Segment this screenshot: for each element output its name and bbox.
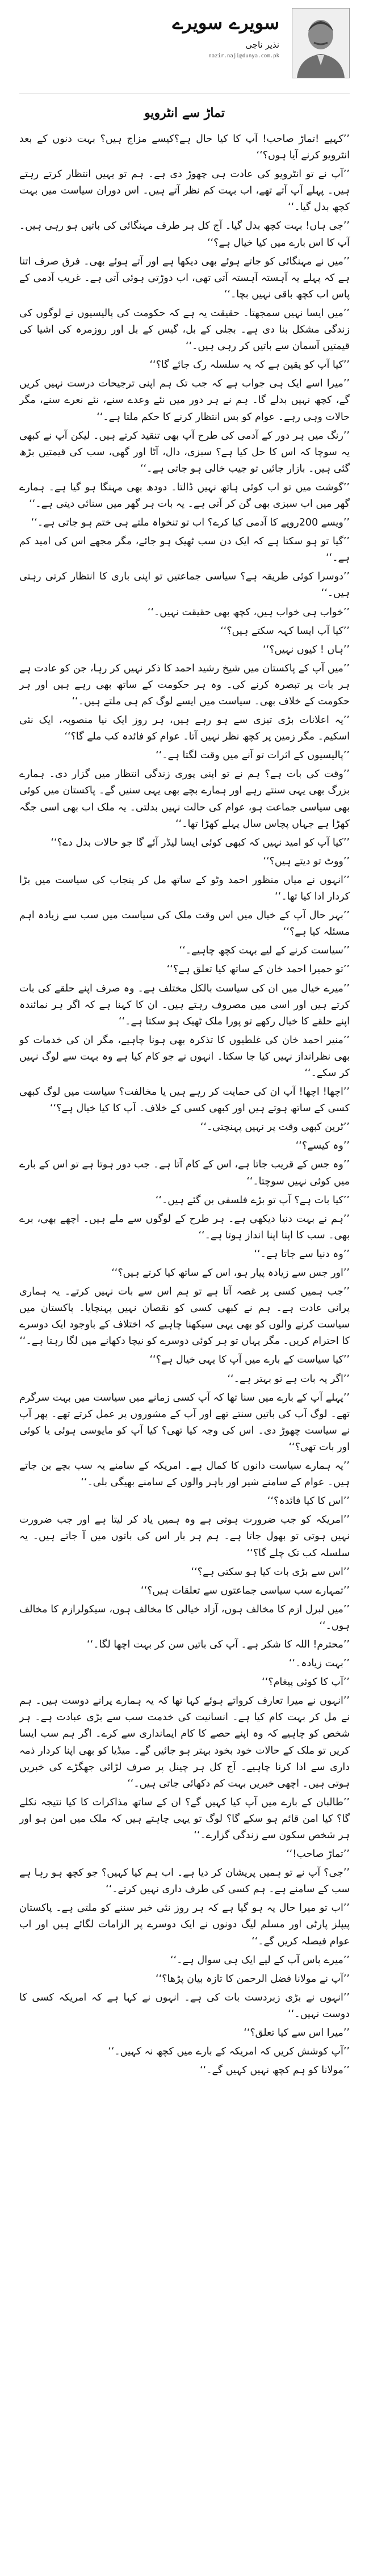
article-paragraph: ’’خواب ہی خواب ہیں، کچھ بھی حقیقت نہیں۔‘‘ xyxy=(147,606,350,618)
article-paragraph: ’’تو حمیرا احمد خان کے ساتھ کیا تعلق ہے؟‘‘ xyxy=(166,964,350,976)
column-masthead xyxy=(19,8,350,94)
column-title: سویرے سویرے xyxy=(172,12,279,33)
author-name: نذیر ناجی xyxy=(245,40,279,50)
column-title-block xyxy=(173,11,279,59)
article-paragraph: ’’رنگ میں ہر دور کے آدمی کی طرح آپ بھی تنقید کرتے ہیں۔ لیکن آپ نے کبھی یہ سوچا کہ اس کا حل کیا ہے؟ سبزی، دال، آٹا اور گھی، سب کی قیمتیں بڑھ گئی ہیں۔ بازار جائیں تو جیب خالی ہو جاتی ہے۔‘‘ xyxy=(19,430,350,474)
article-paragraph: ’’میرا اسے ایک ہی جواب ہے کہ جب تک ہم اپنی ترجیحات درست نہیں کریں گے، کچھ نہیں بدلے گا۔ ہم نے ہر دور میں نئے وعدے سنے، نئے نعرے سنے، مگر حالات وہی رہے۔ عوام کو بس انتظار کرنے کا حکم ملتا ہے۔‘‘ xyxy=(19,378,350,423)
article-paragraph: ’’کیا بات ہے؟ آپ تو بڑے فلسفی بن گئے ہیں۔‘‘ xyxy=(155,1194,350,1206)
article-paragraph: ’’اور جس سے زیادہ پیار ہو، اس کے ساتھ کیا کرتے ہیں؟‘‘ xyxy=(111,1267,350,1279)
article-paragraph: ’’گیا تو ہو سکتا ہے کہ ایک دن سب ٹھیک ہو جائے، مگر مجھے اس کی امید کم ہے۔‘‘ xyxy=(19,536,350,564)
article-paragraph: ’’میرے پاس آپ کے لیے ایک ہی سوال ہے۔‘‘ xyxy=(170,1954,350,1966)
article-paragraph: ’’اس کا کیا فائدہ؟‘‘ xyxy=(267,1495,350,1507)
article-paragraph: ’’یہ اعلانات بڑی تیزی سے ہو رہے ہیں، ہر روز ایک نیا منصوبہ، ایک نئی اسکیم۔ مگر زمین پر کچھ نظر نہیں آتا۔ عوام کو فائدہ کب ملے گا؟‘‘ xyxy=(19,715,350,743)
article-paragraph: ’’وقت کی بات ہے؟ ہم نے تو اپنی پوری زندگی انتظار میں گزار دی۔ ہمارے بزرگ بھی یہی سنتے رہے اور ہمارے بچے بھی یہی سنیں گے۔ پاکستان میں کوئی بھی سیاسی جماعت ہو، عوام کی حالت نہیں بدلتی۔ یہ ملک اب بھی اسی جگہ کھڑا ہے جہاں پچاس سال پہلے کھڑا تھا۔‘‘ xyxy=(19,768,350,830)
article-paragraph: ’’تمہارے سب سیاسی جماعتوں سے تعلقات ہیں؟‘‘ xyxy=(141,1585,350,1596)
article-paragraph: ’’تماڑ صاحب!‘‘ xyxy=(286,1848,350,1860)
article-paragraph: ’’کہیے !تماڑ صاحب! آپ کا کیا حال ہے؟کیسے مزاج ہیں؟ بہت دنوں کے بعد انٹرویو کرنے آیا ہوں؟‘‘ xyxy=(19,133,350,162)
article-paragraph: ’’مولانا کو ہم کچھ نہیں کہیں گے۔‘‘ xyxy=(200,2065,350,2077)
article-paragraph: ’’ٹرین کبھی وقت پر نہیں پہنچتی۔‘‘ xyxy=(200,1121,350,1133)
article-paragraph: ’’گوشت میں تو اب کوئی ہاتھ نہیں ڈالتا۔ دودھ بھی مہنگا ہو گیا ہے۔ ہمارے گھر میں اب سبزی بھی گن کر آتی ہے۔ یہ بات ہر گھر میں سنائی دیتی ہے۔‘‘ xyxy=(19,481,350,510)
article-paragraph: ’’انہوں نے میاں منظور احمد وٹو کے ساتھ مل کر پنجاب کی سیاست میں بڑا کردار ادا کیا تھا۔‘‘ xyxy=(19,874,350,903)
article-body xyxy=(19,131,350,2079)
article-paragraph: ’’سیاست کرنے کے لیے بہت کچھ چاہیے۔‘‘ xyxy=(179,945,350,957)
author-email[interactable]: nazir.naji@dunya.com.pk xyxy=(208,53,279,59)
article-paragraph: ’’ویسے 200روپے کا آدمی کیا کرے؟ اب تو تنخواہ ملتے ہی ختم ہو جاتی ہے۔‘‘ xyxy=(31,517,350,529)
article-paragraph: ’’کیا آپ ایسا کہہ سکتے ہیں؟‘‘ xyxy=(220,625,350,637)
article-paragraph: ’’کیا آپ کو امید نہیں کہ کبھی کوئی ایسا لیڈر آئے گا جو حالات بدل دے؟‘‘ xyxy=(51,837,350,848)
portrait-icon xyxy=(292,9,349,78)
article-paragraph: ’’میرا اس سے کیا تعلق؟‘‘ xyxy=(244,2027,350,2039)
article-paragraph: ’’جی؟ آپ نے تو ہمیں پریشان کر دیا ہے۔ اب ہم کیا کہیں؟ جو کچھ ہو رہا ہے سب کے سامنے ہے۔ ہم کسی کی طرف داری نہیں کرتے۔‘‘ xyxy=(19,1867,350,1896)
article-paragraph: ’’آپ کوشش کریں کہ امریکہ کے بارے میں کچھ نہ کہیں۔‘‘ xyxy=(108,2046,350,2058)
article-paragraph: ’’وہ جس کے قریب جاتا ہے، اس کے کام آتا ہے۔ جب دور ہوتا ہے تو اس کے بارے میں کوئی نہیں سوچتا۔‘‘ xyxy=(19,1159,350,1187)
article-paragraph: ’’اس سے بڑی بات کیا ہو سکتی ہے؟‘‘ xyxy=(191,1566,350,1578)
article-paragraph: ’’انہوں نے میرا تعارف کرواتے ہوئے کہا تھا کہ یہ ہمارے پرانے دوست ہیں۔ ہم نے مل کر بہت کام کیا ہے۔ انسانیت کی خدمت سب سے بڑی عبادت ہے۔ ہر شخص کو چاہیے کہ وہ اپنے حصے کا کام ایمانداری سے کرے۔ اگر ہم سب ایسا کریں تو ملک کے حالات خود بخود بہتر ہو جائیں گے۔ میڈیا کو بھی اپنا کردار ذمہ داری سے ادا کرنا چاہیے۔ آج کل ہر چینل پر صرف لڑائی جھگڑے کی خبریں ہوتی ہیں۔ اچھی خبریں بہت کم دکھائی جاتی ہیں۔‘‘ xyxy=(19,1695,350,1789)
article-paragraph: ’’محترم! اللہ کا شکر ہے۔ آپ کی باتیں سن کر بہت اچھا لگا۔‘‘ xyxy=(87,1638,350,1650)
article-paragraph: ’’آپ نے مولانا فضل الرحمن کا تازہ بیان پڑھا؟‘‘ xyxy=(156,1973,350,1985)
article-paragraph: ’’منیر احمد خان کی غلطیوں کا تذکرہ بھی ہونا چاہیے، مگر ان کی خدمات کو بھی نظرانداز نہیں کیا جا سکتا۔ انہوں نے جو کام کیا ہے وہ بہت سے لوگ نہیں کر سکے۔‘‘ xyxy=(19,1034,350,1079)
article-paragraph: ’’جی ہاں! بہت کچھ بدل گیا۔ آج کل ہر طرف مہنگائی کی باتیں ہو رہی ہیں۔ آپ کا اس بارے میں کیا خیال ہے؟‘‘ xyxy=(19,220,350,249)
article-paragraph: ’’ووٹ تو دیتے ہیں؟‘‘ xyxy=(263,855,350,867)
article-paragraph: ’’ہم نے بہت دنیا دیکھی ہے۔ ہر طرح کے لوگوں سے ملے ہیں۔ اچھے بھی، برے بھی۔ سب کا اپنا اپنا انداز ہوتا ہے۔‘‘ xyxy=(19,1213,350,1241)
article-paragraph: ’’میں لبرل ازم کا مخالف ہوں، آزاد خیالی کا مخالف ہوں، سیکولرازم کا مخالف ہوں۔‘‘ xyxy=(19,1603,350,1632)
article-paragraph: ’’میں ایسا نہیں سمجھتا۔ حقیقت یہ ہے کہ حکومت کی پالیسیوں نے لوگوں کی زندگی مشکل بنا دی ہے۔ بجلی کے بل، گیس کے بل اور روزمرہ کی اشیا کی قیمتیں آسمان سے باتیں کر رہی ہیں۔‘‘ xyxy=(19,307,350,352)
article-paragraph: ’’اگر یہ بات ہے تو بہتر ہے۔‘‘ xyxy=(227,1373,350,1385)
article-paragraph: ’’ہاں ! کیوں نہیں؟‘‘ xyxy=(263,644,350,655)
article-paragraph: ’’پہلے آپ کے بارے میں سنا تھا کہ آپ کسی زمانے میں سیاست میں بہت سرگرم تھے۔ لوگ آپ کی باتیں سنتے تھے اور آپ کے مشوروں پر عمل کرتے تھے۔ پھر آپ نے سیاست چھوڑ دی۔ اس کی وجہ کیا تھی؟ کیا آپ کو مایوسی ہوئی یا کوئی اور بات تھی؟‘‘ xyxy=(19,1392,350,1453)
article-paragraph: ’’دوسرا کوئی طریقہ ہے؟ سیاسی جماعتیں تو اپنی باری کا انتظار کرتی رہتی ہیں۔‘‘ xyxy=(19,571,350,599)
article-paragraph: ’’اچھا! اچھا! آپ ان کی حمایت کر رہے ہیں یا مخالفت؟ سیاست میں لوگ کبھی کسی کے ساتھ ہوتے ہیں اور کبھی کسی کے خلاف۔ آپ کا کیا خیال ہے؟‘‘ xyxy=(19,1086,350,1115)
article-paragraph: ’’انہوں نے بڑی زبردست بات کی ہے۔ انہوں نے کہا ہے کہ امریکہ کسی کا دوست نہیں۔‘‘ xyxy=(19,1991,350,2020)
article-paragraph: ’’وہ دنیا سے جاتا ہے۔‘‘ xyxy=(254,1248,350,1260)
article-paragraph: ’’یہ ہمارے سیاست دانوں کا کمال ہے۔ امریکہ کے سامنے یہ سب بچے بن جاتے ہیں۔ عوام کے سامنے شیر اور باہر والوں کے سامنے بھیگی بلی۔‘‘ xyxy=(19,1460,350,1489)
author-portrait xyxy=(292,8,350,78)
article-paragraph: ’’پالیسیوں کے اثرات تو آنے میں وقت لگتا ہے۔‘‘ xyxy=(156,750,350,762)
article-paragraph: ’’میں آپ کے پاکستان میں شیخ رشید احمد کا ذکر نہیں کر رہا، جن کو عادت ہے ہر بات پر تبصرہ کرنے کی۔ وہ ہر حکومت کے ساتھ بھی رہے ہیں اور ہر حکومت کے خلاف بھی۔ سیاست میں ایسے لوگ کم ہی ملتے ہیں۔‘‘ xyxy=(19,662,350,707)
article-paragraph: ’’طالبان کے بارے میں آپ کیا کہیں گے؟ ان کے ساتھ مذاکرات کا کیا نتیجہ نکلے گا؟ کیا امن قائم ہو سکے گا؟ لوگ تو یہی چاہتے ہیں کہ ملک میں امن ہو اور ہر شخص سکون سے زندگی گزارے۔‘‘ xyxy=(19,1796,350,1841)
article-paragraph: ’’آپ نے تو انٹرویو کی عادت ہی چھوڑ دی ہے۔ ہم تو یہیں انتظار کرتے رہتے ہیں۔ پہلے آپ آتے تھے، اب بہت کم نظر آتے ہیں۔ اس دوران سیاست میں بہت کچھ بدل گیا۔‘‘ xyxy=(19,169,350,213)
article-paragraph: ’’بہر حال آپ کے خیال میں اس وقت ملک کی سیاست میں سب سے زیادہ اہم مسئلہ کیا ہے؟‘‘ xyxy=(19,910,350,938)
article-headline: تماڑ سے انٹرویو xyxy=(144,106,225,120)
article-paragraph: ’’میرے خیال میں ان کی سیاست بالکل مختلف ہے۔ وہ صرف اپنے حلقے کی بات کرتے ہیں اور اسی میں مصروف رہتے ہیں۔ ان کا کہنا ہے کہ اگر ہر نمائندہ اپنے حلقے کا خیال رکھے تو پورا ملک ٹھیک ہو سکتا ہے۔‘‘ xyxy=(19,982,350,1027)
article-paragraph: ’’جب ہمیں کسی پر غصہ آتا ہے تو ہم اس سے بات نہیں کرتے۔ یہ ہماری پرانی عادت ہے۔ ہم نے کبھی کسی کو نقصان نہیں پہنچایا۔ پاکستان میں سیاست کرنے والوں کو بھی یہی سیکھنا چاہیے کہ اختلاف کے باوجود ایک دوسرے کا احترام کریں۔ مگر یہاں تو ہر کوئی دوسرے کو نیچا دکھانے میں لگا رہتا ہے۔‘‘ xyxy=(19,1286,350,1347)
article-paragraph: ’’کیا سیاست کے بارے میں آپ کا یہی خیال ہے؟‘‘ xyxy=(149,1354,350,1366)
article-paragraph: ’’آپ کا کوئی پیغام؟‘‘ xyxy=(262,1676,350,1688)
article-paragraph: ’’بہت زیادہ۔‘‘ xyxy=(288,1658,350,1670)
article-paragraph: ’’کیا آپ کو یقین ہے کہ یہ سلسلہ رک جائے گا؟‘‘ xyxy=(149,359,350,371)
article-paragraph: ’’وہ کیسے؟‘‘ xyxy=(295,1140,350,1152)
article-paragraph: ’’امریکہ کو جب ضرورت ہوتی ہے وہ ہمیں یاد کر لیتا ہے اور جب ضرورت نہیں ہوتی تو بھول جاتا ہے۔ ہم ہر بار اس کی باتوں میں آ جاتے ہیں۔ یہ سلسلہ کب تک چلے گا؟‘‘ xyxy=(19,1514,350,1559)
article-paragraph: ’’اب تو میرا حال یہ ہو گیا ہے کہ ہر روز نئی خبر سننے کو ملتی ہے۔ پاکستان پیپلز پارٹی اور مسلم لیگ دونوں نے ایک دوسرے پر الزامات لگائے ہیں اور اب عوام فیصلہ کریں گے۔‘‘ xyxy=(19,1902,350,1947)
article-paragraph: ’’میں نے مہنگائی کو جاتے ہوئے بھی دیکھا ہے اور آتے ہوئے بھی۔ فرق صرف اتنا ہے کہ پہلے یہ آہستہ آہستہ آتی تھی، اب دوڑتی ہوئی آتی ہے۔ غریب آدمی کے پاس اب کچھ باقی نہیں بچا۔‘‘ xyxy=(19,255,350,300)
